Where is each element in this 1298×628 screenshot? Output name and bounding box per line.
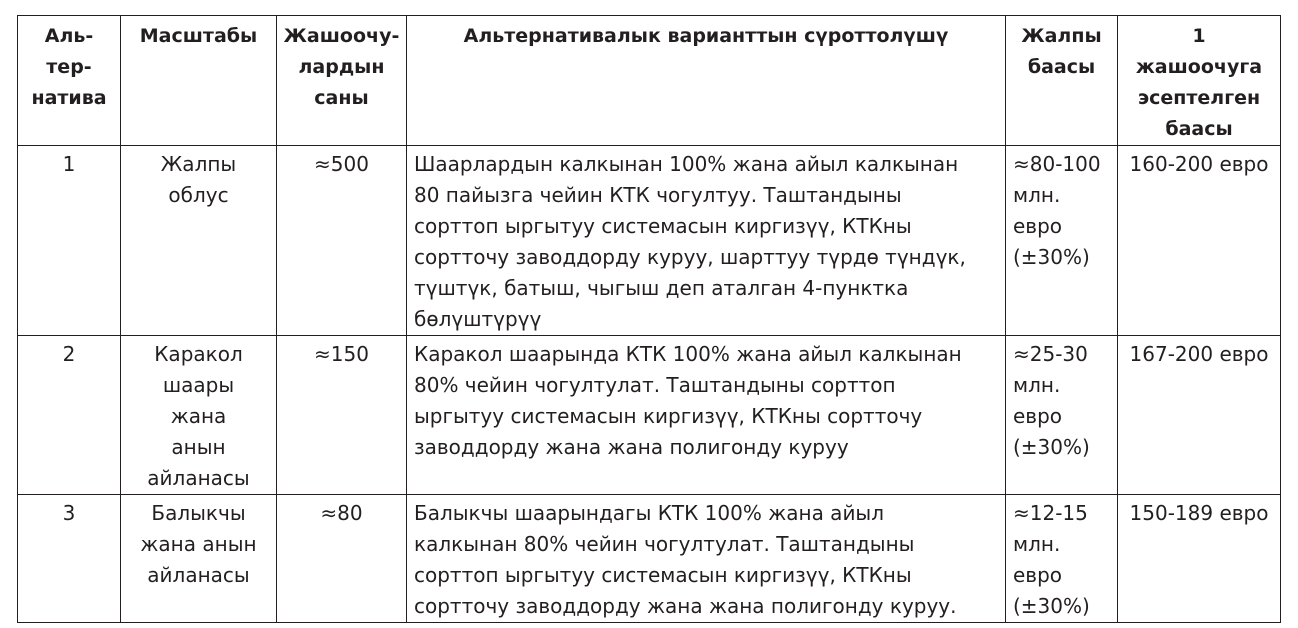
cell-description: Шаарлардын калкынан 100% жана айыл калкынан 80 пайызга чейин КТК чогултуу. Таштандыны сорттоп ыргытуу системасын киргизүү, КТКны сортточу заводдорду куруу, шарттуу түрдө түндүк, түштүк, батыш, чыгыш деп аталган 4-пунктка бөлүштүрүү <box>407 146 1006 336</box>
cell-total-cost: ≈12-15 млн. евро (±30%) <box>1006 495 1118 623</box>
alternatives-table-container <box>17 15 1281 623</box>
table-row <box>18 495 1281 623</box>
cell-alternative: 2 <box>18 336 121 495</box>
cell-alternative: 1 <box>18 146 121 336</box>
cell-residents: ≈150 <box>277 336 407 495</box>
table-header-row <box>18 16 1281 146</box>
table-row <box>18 336 1281 495</box>
cell-alternative: 3 <box>18 495 121 623</box>
header-alternative: Аль- тер- натива <box>18 16 121 146</box>
cell-cost-per-resident: 167-200 евро <box>1118 336 1281 495</box>
table-row <box>18 146 1281 336</box>
header-residents: Жашоочу- лардын саны <box>277 16 407 146</box>
cell-total-cost: ≈80-100 млн. евро (±30%) <box>1006 146 1118 336</box>
cell-residents: ≈80 <box>277 495 407 623</box>
cell-description: Балыкчы шаарындагы КТК 100% жана айыл калкынан 80% чейин чогултулат. Таштандыны сорттоп ыргытуу системасын киргизүү, КТКны сортточу заводдорду жана жана полигонду куруу. <box>407 495 1006 623</box>
cell-description: Каракол шаарында КТК 100% жана айыл калкынан 80% чейин чогултулат. Таштандыны сорттоп ыргытуу системасын киргизүү, КТКны сортточу заводдорду жана жана полигонду куруу <box>407 336 1006 495</box>
header-description: Альтернативалык варианттын сүроттолүшү <box>407 16 1006 146</box>
cell-scale: Жалпы облус <box>121 146 277 336</box>
cell-scale: Балыкчы жана анын айланасы <box>121 495 277 623</box>
header-scale: Масштабы <box>121 16 277 146</box>
cell-cost-per-resident: 160-200 евро <box>1118 146 1281 336</box>
cell-residents: ≈500 <box>277 146 407 336</box>
cell-scale: Каракол шаары жана анын айланасы <box>121 336 277 495</box>
cell-cost-per-resident: 150-189 евро <box>1118 495 1281 623</box>
header-total-cost: Жалпы баасы <box>1006 16 1118 146</box>
cell-total-cost: ≈25-30 млн. евро (±30%) <box>1006 336 1118 495</box>
alternatives-table <box>17 15 1281 623</box>
header-cost-per-resident: 1 жашоочуга эсептелген баасы <box>1118 16 1281 146</box>
